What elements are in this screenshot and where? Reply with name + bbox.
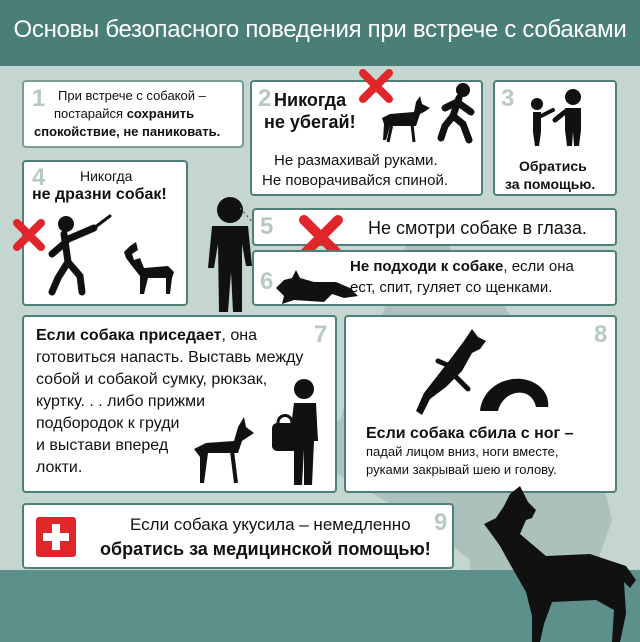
panel-1-line2 <box>54 107 194 122</box>
panel-4 <box>22 160 188 306</box>
panel-6-rest: , если она <box>503 258 574 275</box>
panel-8-bold: Если собака сбила с ног – <box>366 425 574 442</box>
panel-1-line3: спокойствие, не паниковать. <box>34 124 221 139</box>
panel-2-line1: Не размахивай руками. <box>274 152 438 169</box>
dog-icon <box>192 413 258 485</box>
panel-1-line2-text: постарайся <box>54 106 124 121</box>
panel-4-line1: Никогда <box>80 168 133 184</box>
panel-7-line7: локти. <box>36 459 83 476</box>
panel-3 <box>493 80 617 196</box>
curled-person-icon <box>476 371 552 413</box>
panel-6-line2: ест, спит, гуляет со щенками. <box>350 279 553 296</box>
panel-number: 2 <box>258 85 272 112</box>
panel-6 <box>252 250 617 306</box>
page-title: Основы безопасного поведения при встрече с собаками <box>13 16 627 43</box>
panel-2-title2: не убегай! <box>264 112 356 132</box>
lying-dog-icon <box>274 266 360 306</box>
panel-7-rest: , она <box>221 327 257 344</box>
panel-2-line2: Не поворачивайся спиной. <box>262 172 448 189</box>
teasing-person-icon <box>44 212 114 296</box>
panel-6-bold: Не подходи к собаке <box>350 258 504 275</box>
panel-7-bold: Если собака приседает <box>36 327 222 344</box>
panel-number: 9 <box>434 509 448 536</box>
standing-dog-icon <box>470 484 640 642</box>
panel-2-title1: Никогда <box>274 90 347 110</box>
panel-1-line1: При встрече с собакой – <box>58 88 206 103</box>
panel-number: 1 <box>32 85 46 112</box>
red-cross-mark-icon <box>12 218 46 252</box>
panel-7 <box>22 315 337 493</box>
panel-number: 5 <box>260 213 274 240</box>
dog-icon <box>118 238 178 296</box>
panel-number: 7 <box>314 321 328 348</box>
person-with-backpack-icon <box>264 379 328 485</box>
panel-4-line2: не дразни собак! <box>32 186 167 203</box>
panel-7-line3: собой и собакой сумку, рюкзак, <box>36 371 268 388</box>
panel-9-line1: Если собака укусила – немедленно <box>130 515 411 534</box>
panel-8 <box>344 315 617 493</box>
adult-and-child-icon <box>519 88 599 148</box>
panel-6-line1 <box>350 258 574 275</box>
panel-7-line1 <box>36 327 257 345</box>
panel-3-line1: Обратись <box>519 158 587 174</box>
panel-7-line4: куртку. . . либо прижми <box>36 393 206 410</box>
running-person-icon <box>437 82 481 142</box>
panel-9 <box>22 503 454 569</box>
header-bar <box>0 0 640 66</box>
panel-2 <box>250 80 483 196</box>
panel-number: 3 <box>501 85 515 112</box>
dog-icon <box>380 94 434 144</box>
panel-8-line2: падай лицом вниз, ноги вместе, <box>366 444 559 459</box>
panel-number: 6 <box>260 268 274 295</box>
panel-5-text: Не смотри собаке в глаза. <box>368 218 587 238</box>
panel-9-line2: обратись за медицинской помощью! <box>100 539 431 559</box>
panel-number: 8 <box>594 321 608 348</box>
panel-7-line5: подбородок к груди <box>36 415 180 432</box>
panel-7-line6: и выстави вперед <box>36 437 169 454</box>
first-aid-icon <box>36 517 76 557</box>
panel-8-line3: руками закрывай шею и голову. <box>366 462 557 477</box>
panel-3-line2: за помощью. <box>505 176 596 192</box>
panel-1-line2-bold: сохранить <box>126 106 195 121</box>
panel-1 <box>22 80 244 148</box>
panel-7-line2: готовиться напасть. Выставь между <box>36 349 304 366</box>
panel-number: 4 <box>32 164 46 191</box>
